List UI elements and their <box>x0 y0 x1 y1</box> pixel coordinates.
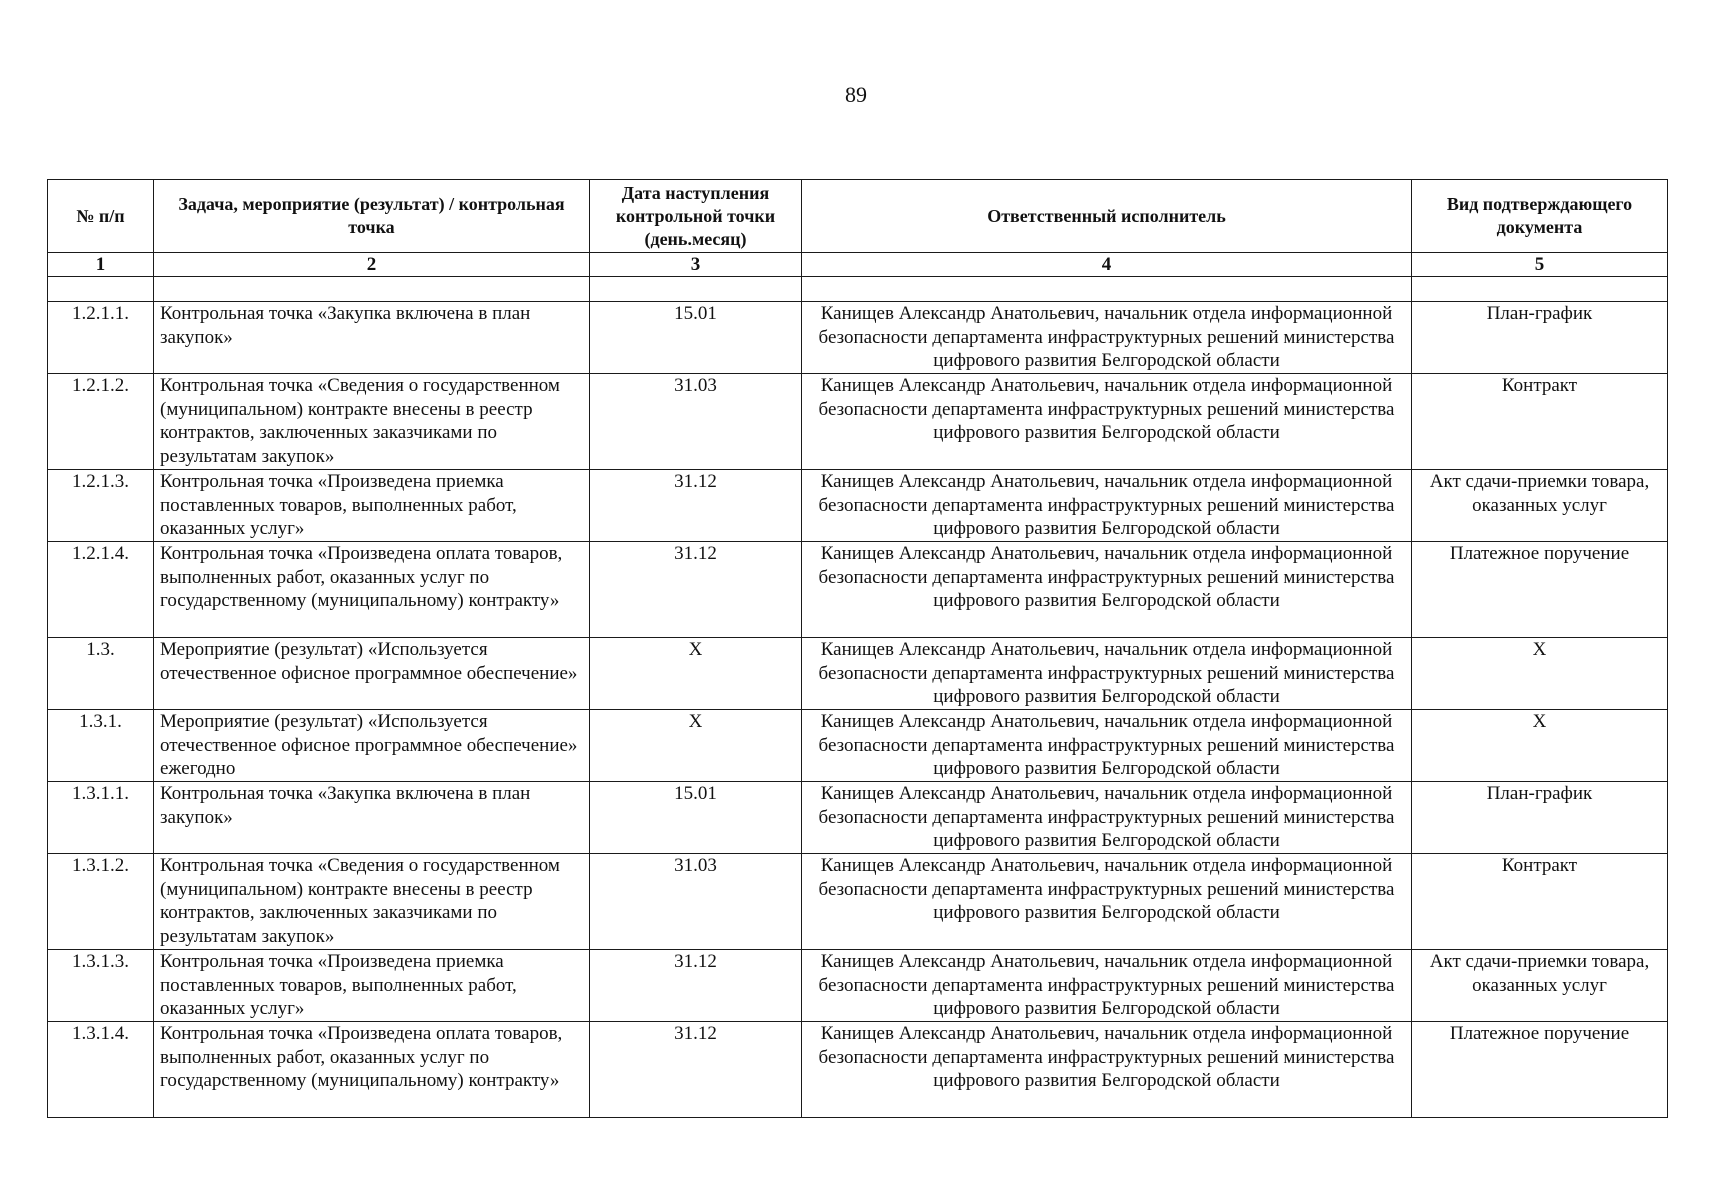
row-date: 31.03 <box>590 374 802 470</box>
row-responsible: Канищев Александр Анатольевич, начальник отдела информационной безопасности департамента инфраструктурных решений министерства цифрового развития Белгородской области <box>802 302 1412 374</box>
row-responsible: Канищев Александр Анатольевич, начальник отдела информационной безопасности департамента инфраструктурных решений министерства цифрового развития Белгородской области <box>802 782 1412 854</box>
row-number: 1.3.1.1. <box>48 782 154 854</box>
row-responsible: Канищев Александр Анатольевич, начальник отдела информационной безопасности департамента инфраструктурных решений министерства цифрового развития Белгородской области <box>802 542 1412 638</box>
table-row <box>48 302 1668 374</box>
row-date: 31.12 <box>590 950 802 1022</box>
row-number: 1.3.1.2. <box>48 854 154 950</box>
header-date: Дата наступления контрольной точки (день.месяц) <box>590 180 802 253</box>
column-number: 2 <box>154 253 590 277</box>
row-task: Контрольная точка «Сведения о государственном (муниципальном) контракте внесены в реестр контрактов, заключенных заказчиками по результатам закупок» <box>154 854 590 950</box>
row-responsible: Канищев Александр Анатольевич, начальник отдела информационной безопасности департамента инфраструктурных решений министерства цифрового развития Белгородской области <box>802 638 1412 710</box>
blank-cell <box>48 277 154 302</box>
row-date: X <box>590 638 802 710</box>
table-row <box>48 950 1668 1022</box>
blank-cell <box>154 277 590 302</box>
column-number: 4 <box>802 253 1412 277</box>
row-number: 1.2.1.2. <box>48 374 154 470</box>
row-number: 1.3.1.3. <box>48 950 154 1022</box>
row-number: 1.3. <box>48 638 154 710</box>
row-date: 15.01 <box>590 782 802 854</box>
row-task: Контрольная точка «Произведена приемка поставленных товаров, выполненных работ, оказанных услуг» <box>154 470 590 542</box>
row-number: 1.2.1.1. <box>48 302 154 374</box>
header-number: № п/п <box>48 180 154 253</box>
header-responsible: Ответственный исполнитель <box>802 180 1412 253</box>
row-date: 31.03 <box>590 854 802 950</box>
row-responsible: Канищев Александр Анатольевич, начальник отдела информационной безопасности департамента инфраструктурных решений министерства цифрового развития Белгородской области <box>802 470 1412 542</box>
row-document: X <box>1412 710 1668 782</box>
row-task: Контрольная точка «Сведения о государственном (муниципальном) контракте внесены в реестр контрактов, заключенных заказчиками по результатам закупок» <box>154 374 590 470</box>
table-row <box>48 374 1668 470</box>
row-responsible: Канищев Александр Анатольевич, начальник отдела информационной безопасности департамента инфраструктурных решений министерства цифрового развития Белгородской области <box>802 374 1412 470</box>
row-date: 31.12 <box>590 1022 802 1118</box>
row-number: 1.2.1.3. <box>48 470 154 542</box>
header-row <box>48 180 1668 253</box>
row-document: Контракт <box>1412 854 1668 950</box>
row-responsible: Канищев Александр Анатольевич, начальник отдела информационной безопасности департамента инфраструктурных решений министерства цифрового развития Белгородской области <box>802 1022 1412 1118</box>
row-document: Платежное поручение <box>1412 1022 1668 1118</box>
table-row <box>48 782 1668 854</box>
column-number: 1 <box>48 253 154 277</box>
table-row <box>48 854 1668 950</box>
table-row <box>48 710 1668 782</box>
row-responsible: Канищев Александр Анатольевич, начальник отдела информационной безопасности департамента инфраструктурных решений министерства цифрового развития Белгородской области <box>802 854 1412 950</box>
row-document: План-график <box>1412 782 1668 854</box>
row-task: Контрольная точка «Закупка включена в план закупок» <box>154 302 590 374</box>
row-document: X <box>1412 638 1668 710</box>
row-document: Платежное поручение <box>1412 542 1668 638</box>
row-responsible: Канищев Александр Анатольевич, начальник отдела информационной безопасности департамента инфраструктурных решений министерства цифрового развития Белгородской области <box>802 950 1412 1022</box>
blank-cell <box>802 277 1412 302</box>
row-document: Контракт <box>1412 374 1668 470</box>
column-number: 5 <box>1412 253 1668 277</box>
row-number: 1.3.1. <box>48 710 154 782</box>
table-row <box>48 470 1668 542</box>
row-date: X <box>590 710 802 782</box>
blank-cell <box>1412 277 1668 302</box>
row-task: Контрольная точка «Произведена оплата товаров, выполненных работ, оказанных услуг по государственному (муниципальному) контракту» <box>154 542 590 638</box>
blank-row <box>48 277 1668 302</box>
row-number: 1.3.1.4. <box>48 1022 154 1118</box>
row-task: Контрольная точка «Произведена приемка поставленных товаров, выполненных работ, оказанных услуг» <box>154 950 590 1022</box>
table-row <box>48 638 1668 710</box>
blank-cell <box>590 277 802 302</box>
control-points-table <box>47 179 1668 1118</box>
row-number: 1.2.1.4. <box>48 542 154 638</box>
row-document: План-график <box>1412 302 1668 374</box>
table-row <box>48 542 1668 638</box>
row-task: Мероприятие (результат) «Используется отечественное офисное программное обеспечение» ежегодно <box>154 710 590 782</box>
row-document: Акт сдачи-приемки товара, оказанных услуг <box>1412 470 1668 542</box>
row-task: Мероприятие (результат) «Используется отечественное офисное программное обеспечение» <box>154 638 590 710</box>
header-document: Вид подтверждающего документа <box>1412 180 1668 253</box>
page-number: 89 <box>845 82 867 107</box>
row-responsible: Канищев Александр Анатольевич, начальник отдела информационной безопасности департамента инфраструктурных решений министерства цифрового развития Белгородской области <box>802 710 1412 782</box>
row-date: 31.12 <box>590 470 802 542</box>
row-date: 15.01 <box>590 302 802 374</box>
column-number-row <box>48 253 1668 277</box>
row-task: Контрольная точка «Закупка включена в план закупок» <box>154 782 590 854</box>
header-task: Задача, мероприятие (результат) / контрольная точка <box>154 180 590 253</box>
column-number: 3 <box>590 253 802 277</box>
row-task: Контрольная точка «Произведена оплата товаров, выполненных работ, оказанных услуг по государственному (муниципальному) контракту» <box>154 1022 590 1118</box>
row-document: Акт сдачи-приемки товара, оказанных услуг <box>1412 950 1668 1022</box>
row-date: 31.12 <box>590 542 802 638</box>
table-row <box>48 1022 1668 1118</box>
